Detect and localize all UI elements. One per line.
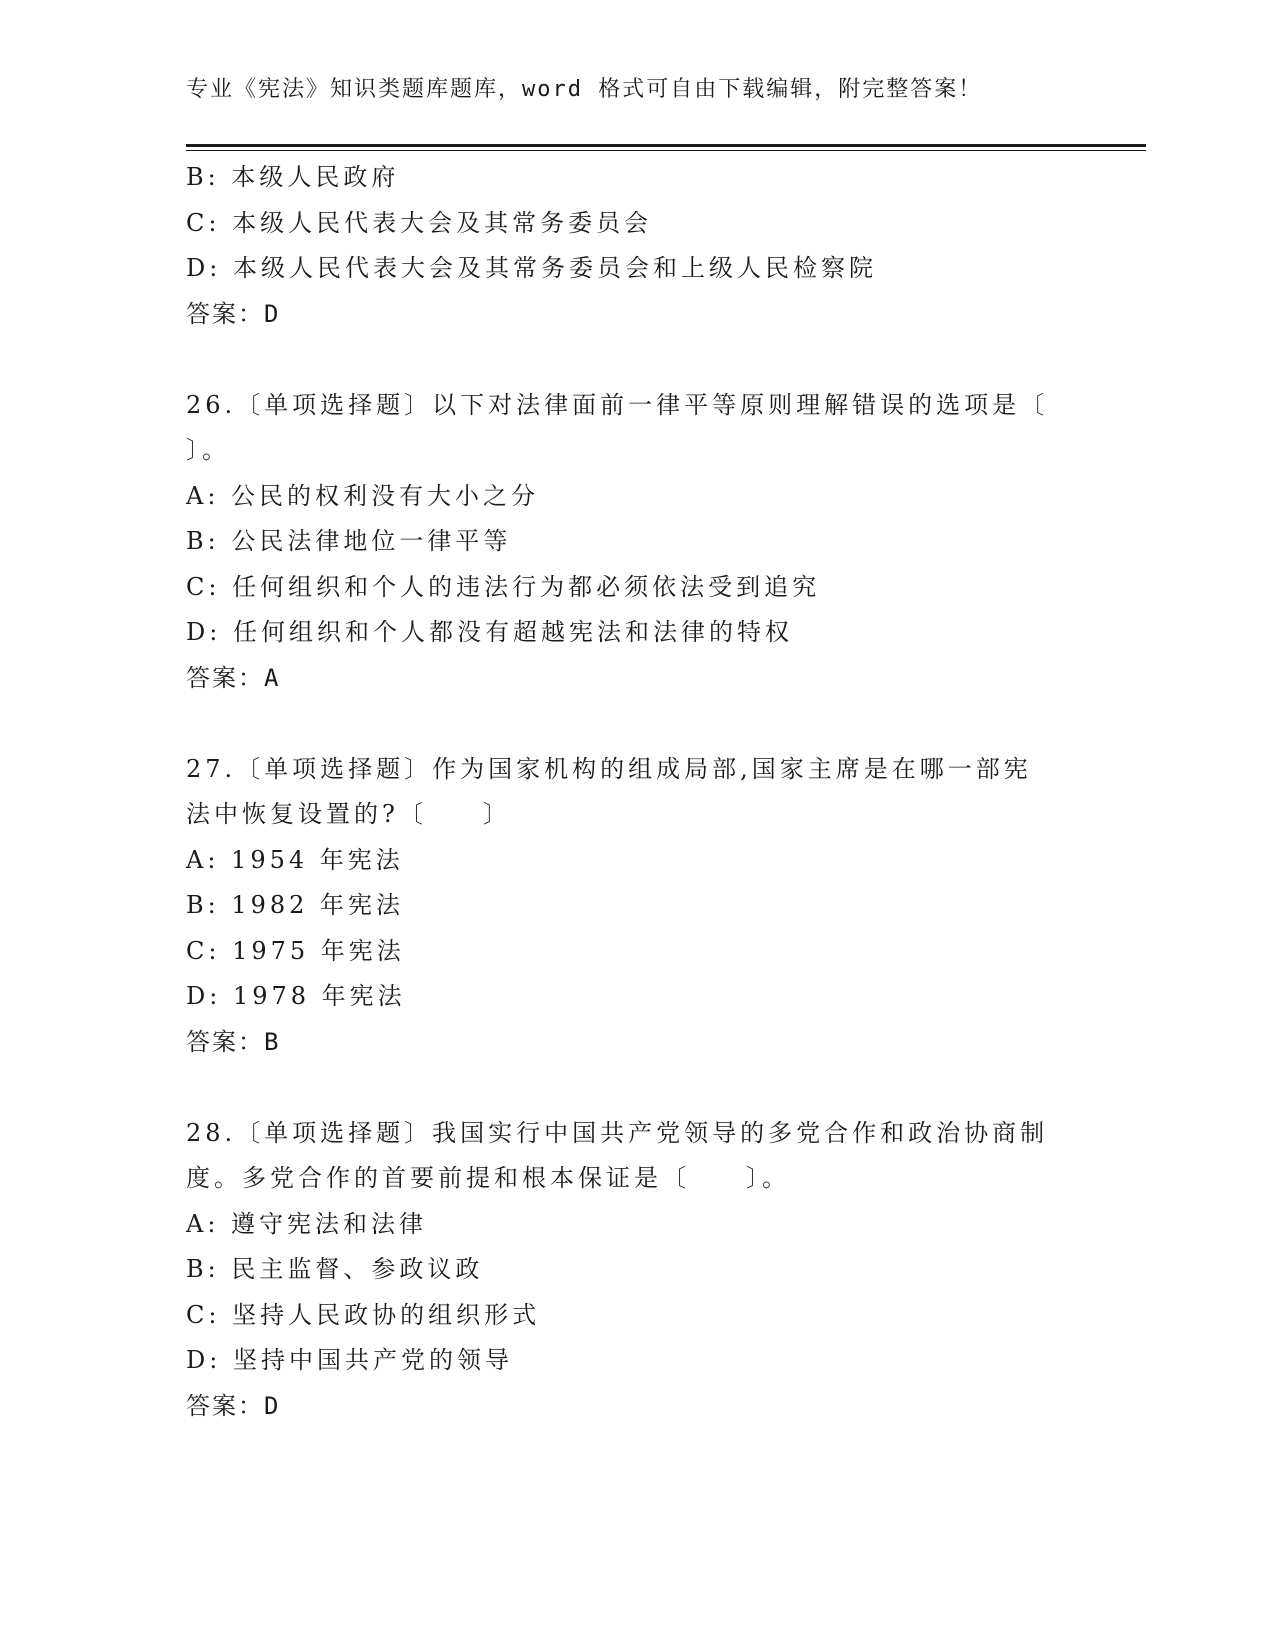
spacer xyxy=(186,701,1086,747)
question-list xyxy=(186,155,1086,1429)
option-b: B: 民主监督、参政议政 xyxy=(186,1255,484,1283)
spacer xyxy=(186,1065,1086,1111)
option-a: A: 遵守宪法和法律 xyxy=(186,1209,428,1238)
option-d: D: 任何组织和个人都没有超越宪法和法律的特权 xyxy=(186,618,793,646)
answer-line xyxy=(186,656,1086,702)
option-a: A: 1954 年宪法 xyxy=(186,845,404,874)
answer-line xyxy=(186,1020,1086,1066)
question-28 xyxy=(186,1111,1086,1430)
option-c: C: 1975 年宪法 xyxy=(186,936,405,965)
option-b: B: 1982 年宪法 xyxy=(186,891,405,919)
question-prev xyxy=(186,155,1086,337)
option-b: B: 公民法律地位一律平等 xyxy=(186,527,512,555)
question-stem-line: 法中恢复设置的?〔 〕 xyxy=(186,800,511,828)
option-c: C: 坚持人民政协的组织形式 xyxy=(186,1300,541,1329)
question-26 xyxy=(186,383,1086,702)
answer-value: D xyxy=(264,299,281,328)
question-stem-line: 28.〔单项选择题〕我国实行中国共产党领导的多党合作和政治协商制 xyxy=(186,1118,1049,1147)
spacer xyxy=(186,337,1086,383)
answer-value: A xyxy=(264,663,281,692)
answer-value: B xyxy=(264,1027,281,1056)
answer-label: 答案： xyxy=(186,299,264,328)
answer-value: D xyxy=(264,1391,281,1420)
answer-label: 答案： xyxy=(186,663,264,692)
option-a: A: 公民的权利没有大小之分 xyxy=(186,481,540,510)
question-stem-line: 度。多党合作的首要前提和根本保证是〔 〕。 xyxy=(186,1164,790,1192)
question-27 xyxy=(186,747,1086,1066)
page-header: 专业《宪法》知识类题库题库，word 格式可自由下载编辑，附完整答案！ xyxy=(186,77,983,102)
option-c: C: 任何组织和个人的违法行为都必须依法受到追究 xyxy=(186,572,821,601)
answer-line xyxy=(186,1384,1086,1430)
answer-label: 答案： xyxy=(186,1391,264,1420)
header-rule-thin xyxy=(186,150,1146,151)
option-d: D: 坚持中国共产党的领导 xyxy=(186,1346,513,1374)
option-d: D: 1978 年宪法 xyxy=(186,982,406,1010)
question-stem-line: 27.〔单项选择题〕作为国家机构的组成局部,国家主席是在哪一部宪 xyxy=(186,754,1032,783)
answer-label: 答案： xyxy=(186,1027,264,1056)
option-b: B: 本级人民政府 xyxy=(186,163,400,191)
option-c: C: 本级人民代表大会及其常务委员会 xyxy=(186,208,653,237)
header-rule-thick xyxy=(186,144,1146,147)
question-stem-line: 〕。 xyxy=(186,436,230,464)
question-stem-line: 26.〔单项选择题〕以下对法律面前一律平等原则理解错误的选项是〔 xyxy=(186,390,1049,419)
option-d: D: 本级人民代表大会及其常务委员会和上级人民检察院 xyxy=(186,254,877,282)
answer-line xyxy=(186,292,1086,338)
